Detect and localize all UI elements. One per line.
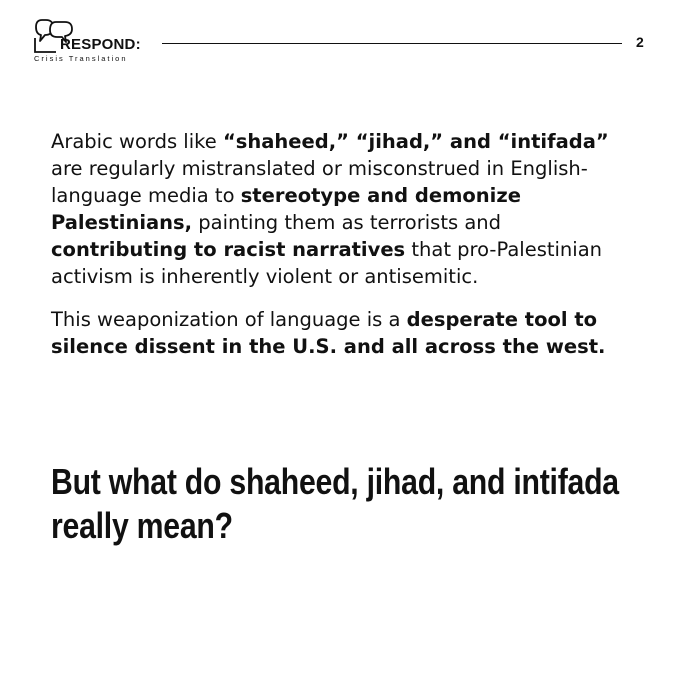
logo-tagline: Crisis Translation <box>34 54 128 63</box>
text-run-bold: desperate tool to silence dissent in the U.S. and all across the west. <box>51 308 606 358</box>
body-text <box>51 128 629 360</box>
logo <box>32 16 150 64</box>
text-run: painting them as terrorists and <box>192 211 502 234</box>
text-run-bold: “shaheed,” “jihad,” and “intifada” <box>222 130 609 153</box>
text-run-bold: contributing to racist narratives <box>51 238 406 261</box>
text-run: Arabic words like <box>51 130 223 153</box>
text-run-bold: stereotype and demonize Palestinians, <box>51 184 521 234</box>
text-run: This weaponization of language is a <box>51 308 407 331</box>
text-run: are regularly mistranslated or misconstrued in English-language media to <box>51 157 588 207</box>
header-divider <box>162 43 622 44</box>
text-run: that pro-Palestinian activism is inherently violent or antisemitic. <box>51 238 603 288</box>
heading-question: But what do shaheed, jihad, and intifada really mean? <box>51 461 619 546</box>
paragraph-2 <box>51 306 629 360</box>
page-number: 2 <box>636 34 644 50</box>
paragraph-1 <box>51 128 629 290</box>
logo-name: RESPOND: <box>60 36 141 53</box>
